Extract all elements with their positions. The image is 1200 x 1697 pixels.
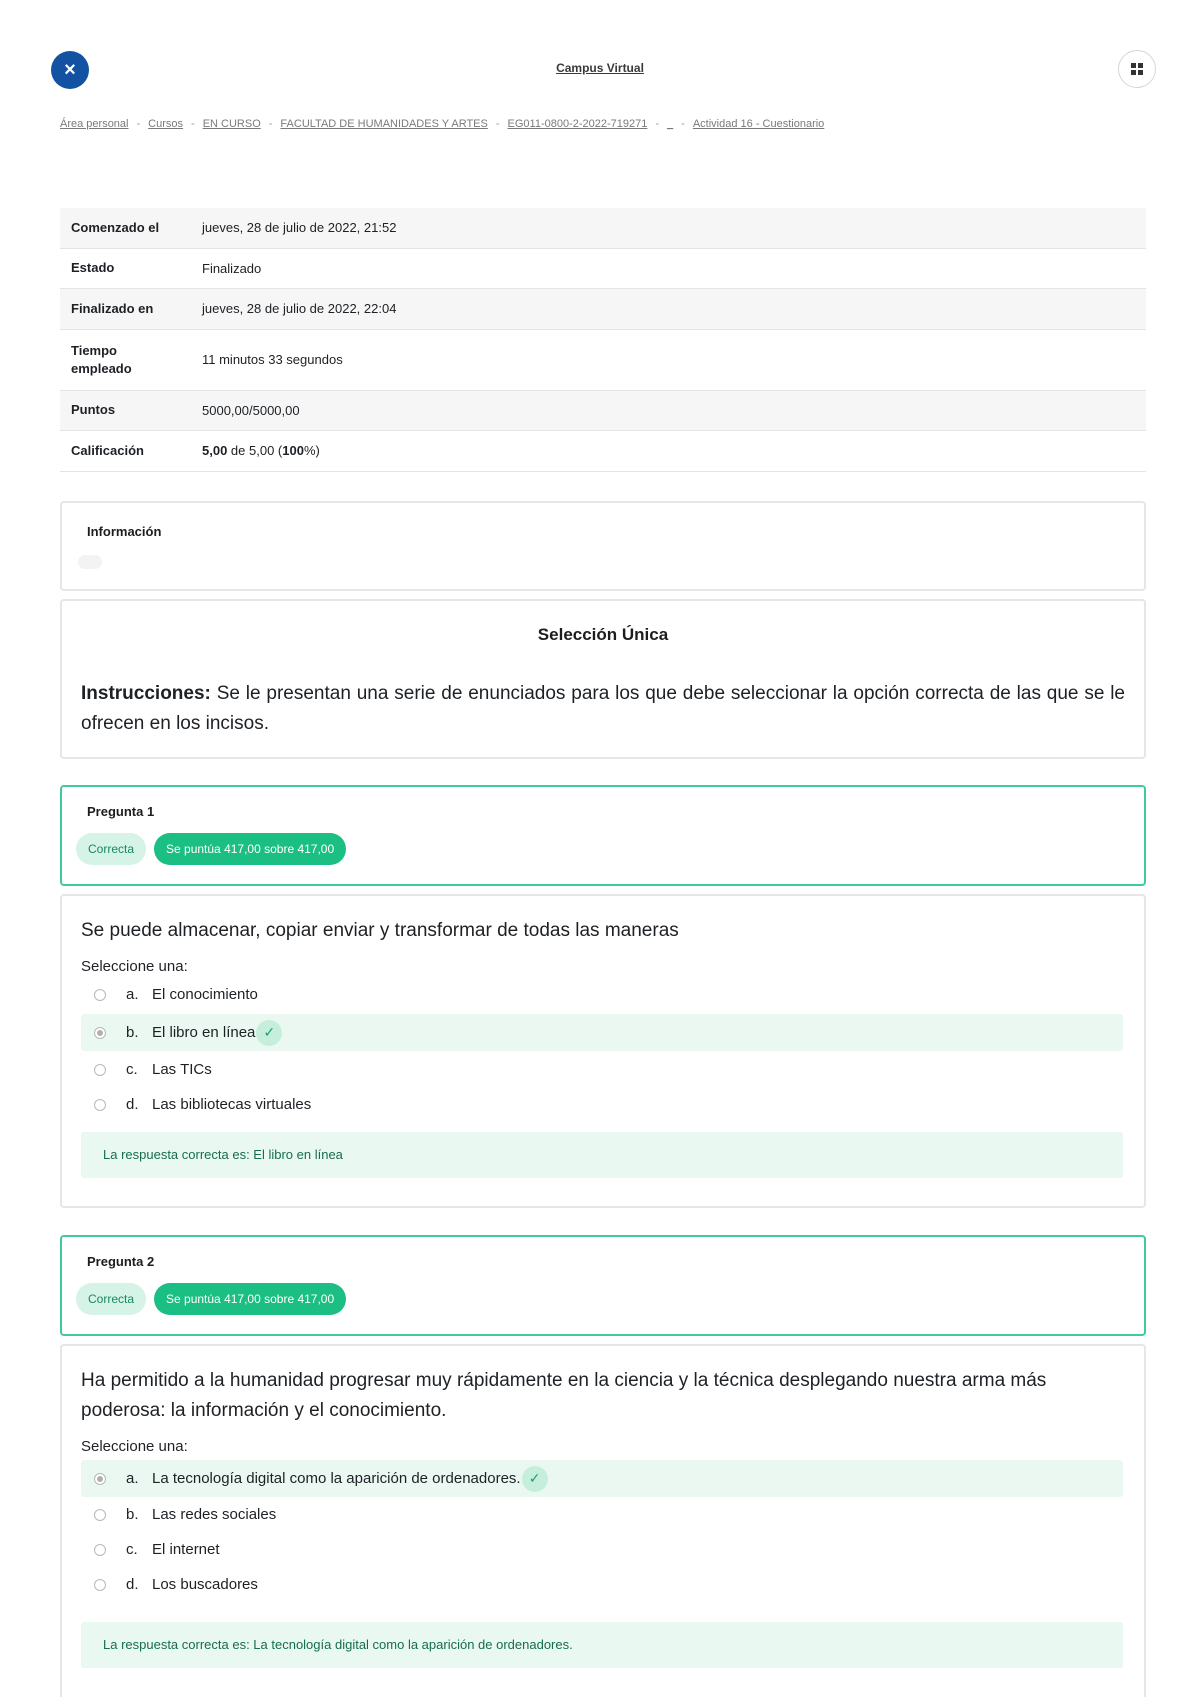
radio-button[interactable] (94, 1579, 106, 1591)
breadcrumb-item[interactable]: FACULTAD DE HUMANIDADES Y ARTES (280, 118, 488, 130)
question-2-label: Pregunta 2 (87, 1254, 155, 1269)
radio-button[interactable] (94, 1544, 106, 1556)
breadcrumb-item[interactable]: EG011-0800-2-2022-719271 (507, 118, 648, 130)
grade-value (191, 430, 1146, 471)
answer-option[interactable] (81, 1566, 1123, 1603)
table-row (60, 430, 1146, 471)
grade-score: 5,00 (202, 443, 228, 458)
state-value: Finalizado (202, 260, 262, 276)
answer-letter: a. (126, 986, 139, 1003)
grid-icon (1131, 63, 1143, 75)
finished-label: Finalizado en (71, 300, 154, 316)
answer-letter: c. (126, 1541, 138, 1558)
time-label: Tiempo empleado (71, 342, 132, 376)
grade-percent: 100 (282, 443, 304, 458)
answer-option[interactable] (81, 1531, 1123, 1568)
answer-letter: d. (126, 1096, 139, 1113)
breadcrumb-item[interactable]: EN CURSO (202, 118, 261, 130)
answer-letter: b. (126, 1024, 139, 1041)
answer-text: La tecnología digital como la aparición de ordenadores. (152, 1470, 521, 1487)
started-value: jueves, 28 de julio de 2022, 21:52 (202, 220, 397, 236)
breadcrumb-item[interactable]: _ (667, 118, 674, 130)
question-prompt: Seleccione una: (81, 958, 188, 975)
breadcrumb-item[interactable]: Actividad 16 - Cuestionario (692, 118, 825, 130)
radio-button-checked[interactable] (94, 1027, 106, 1039)
question-2-info (60, 1235, 1146, 1336)
finished-value: jueves, 28 de julio de 2022, 22:04 (202, 301, 397, 316)
breadcrumb-item[interactable]: Cursos (148, 118, 184, 130)
answer-text: Las TICs (152, 1061, 212, 1078)
radio-button[interactable] (94, 1064, 106, 1076)
radio-button-checked[interactable] (94, 1473, 106, 1485)
instructions-body: Se le presentan una serie de enunciados para los que debe seleccionar la opción correcta de las que se le ofrecen en los incisos. (81, 683, 1125, 734)
answer-letter: d. (126, 1576, 139, 1593)
site-title-link[interactable]: Campus Virtual (556, 61, 644, 75)
correct-answer-feedback: La respuesta correcta es: La tecnología digital como la aparición de ordenadores. (81, 1622, 1123, 1668)
time-value: 11 minutos 33 segundos (202, 352, 343, 367)
close-icon: × (64, 58, 76, 81)
section-title: Selección Única (537, 625, 669, 644)
table-row (60, 248, 1146, 288)
instructions-text (81, 679, 1125, 739)
grade-label: Calificación (71, 442, 144, 458)
instructions-card (60, 599, 1146, 759)
table-row (60, 208, 1146, 248)
answer-text: Las bibliotecas virtuales (152, 1096, 312, 1113)
points-value: 5000,00/5000,00 (202, 402, 300, 418)
info-label: Información (87, 524, 162, 539)
answer-option-correct[interactable] (81, 1460, 1123, 1497)
answer-letter: a. (126, 1470, 139, 1487)
answer-text: El internet (152, 1541, 220, 1558)
collapse-toggle[interactable] (78, 555, 102, 569)
breadcrumb-item[interactable]: Área personal (60, 118, 129, 130)
state-label: Estado (71, 260, 115, 275)
grade-end: %) (303, 443, 320, 458)
question-2-content (60, 1344, 1146, 1697)
answer-option[interactable] (81, 976, 1123, 1013)
score-badge: Se puntúa 417,00 sobre 417,00 (154, 1283, 346, 1315)
question-text: Se puede almacenar, copiar enviar y transformar de todas las maneras (81, 920, 679, 941)
grade-mid: de 5,00 ( (227, 443, 283, 458)
radio-button[interactable] (94, 989, 106, 1001)
status-badge: Correcta (76, 833, 146, 865)
correct-answer-feedback: La respuesta correcta es: El libro en línea (81, 1132, 1123, 1178)
radio-button[interactable] (94, 1099, 106, 1111)
question-1-info (60, 785, 1146, 886)
answer-letter: b. (126, 1506, 139, 1523)
check-icon: ✓ (522, 1466, 548, 1492)
table-row (60, 390, 1146, 430)
score-badge: Se puntúa 417,00 sobre 417,00 (154, 833, 346, 865)
info-card (60, 501, 1146, 591)
question-1-label: Pregunta 1 (87, 804, 155, 819)
table-row (60, 329, 1146, 390)
answer-option[interactable] (81, 1051, 1123, 1088)
table-row (60, 288, 1146, 329)
status-badge: Correcta (76, 1283, 146, 1315)
breadcrumb: Área personal - Cursos - EN CURSO - FACULTAD DE HUMANIDADES Y ARTES - EG011-0800-2-2022-719271 - _ - Actividad 16 - Cuestionario (60, 118, 825, 130)
attempt-summary-table (60, 208, 1146, 472)
answer-option[interactable] (81, 1496, 1123, 1533)
started-label: Comenzado el (71, 219, 160, 235)
question-text: Ha permitido a la humanidad progresar muy rápidamente en la ciencia y la técnica desplegando nuestra arma más poderosa: la información y el conocimiento. (81, 1370, 1047, 1421)
points-label: Puntos (71, 402, 116, 417)
check-icon: ✓ (256, 1020, 282, 1046)
answer-letter: c. (126, 1061, 138, 1078)
question-1-content (60, 894, 1146, 1208)
answer-option[interactable] (81, 1086, 1123, 1123)
radio-button[interactable] (94, 1509, 106, 1521)
question-prompt: Seleccione una: (81, 1438, 188, 1455)
drawer-toggle-button[interactable] (1118, 50, 1156, 88)
answer-text: Los buscadores (152, 1576, 258, 1593)
answer-option-correct[interactable] (81, 1014, 1123, 1051)
answer-text: El conocimiento (152, 986, 258, 1003)
instructions-label: Instrucciones: (81, 683, 211, 704)
answer-text: Las redes sociales (152, 1506, 277, 1523)
answer-text: El libro en línea (152, 1024, 256, 1041)
